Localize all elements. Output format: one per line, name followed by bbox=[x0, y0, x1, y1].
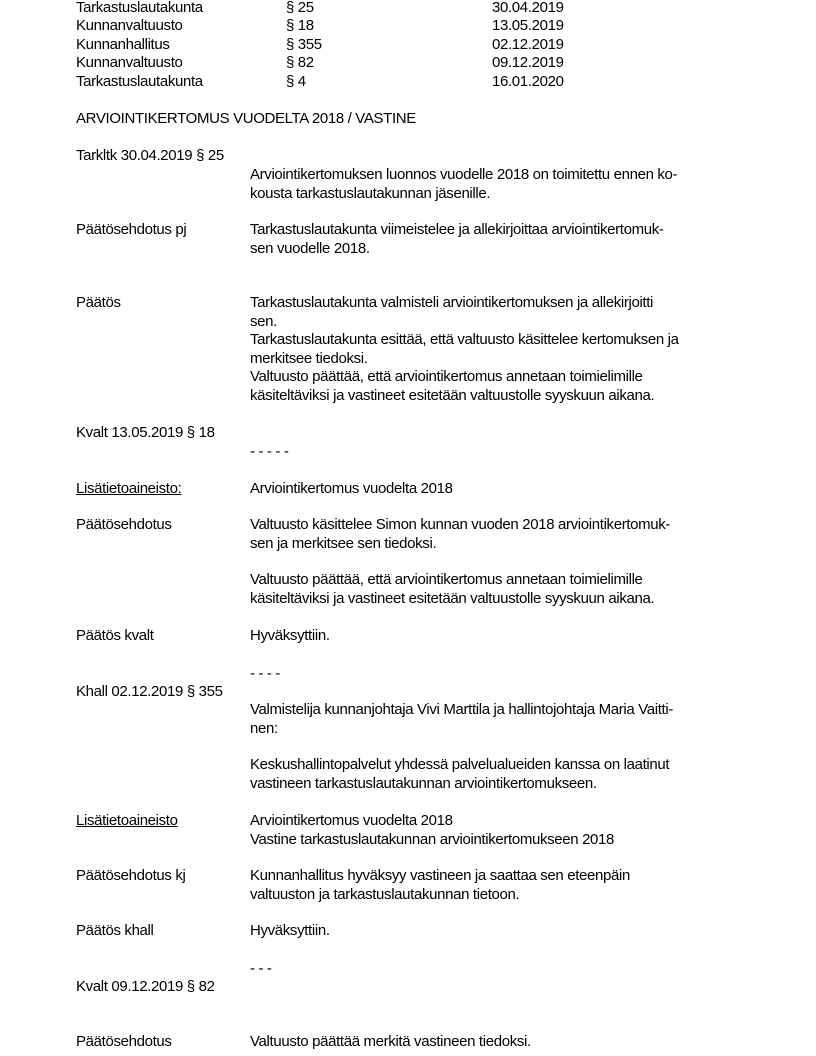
history-body: Kunnanvaltuusto bbox=[76, 17, 183, 34]
kvalt2-separator: - - - bbox=[250, 960, 272, 977]
kvalt1-proposal-para2 bbox=[250, 571, 654, 608]
khall-decision-label: Päätös khall bbox=[76, 922, 154, 939]
history-body: Tarkastuslautakunta bbox=[76, 73, 203, 90]
history-section: § 82 bbox=[286, 54, 314, 71]
text-line: vastineen tarkastuslautakunnan arviointikertomukseen. bbox=[250, 774, 597, 792]
tarkltk-proposal-label: Päätösehdotus pj bbox=[76, 221, 187, 238]
text-line: Valtuusto käsittelee Simon kunnan vuoden 2018 arviointikertomuk- bbox=[250, 516, 671, 533]
kvalt1-proposal-label: Päätösehdotus bbox=[76, 516, 172, 533]
text-line: Valtuusto päättää, että arviointikertomus annetaan toimielimille bbox=[250, 571, 643, 588]
text-line: sen vuodelle 2018. bbox=[250, 239, 370, 257]
kvalt2-proposal: Valtuusto päättää merkitä vastineen tiedoksi. bbox=[250, 1033, 531, 1050]
kvalt1-separator: - - - - - bbox=[250, 443, 289, 460]
history-date: 30.04.2019 bbox=[492, 0, 564, 16]
tarkltk-intro bbox=[250, 166, 677, 203]
text-line: valtuuston ja tarkastuslautakunnan tietoon. bbox=[250, 885, 520, 903]
text-line: nen: bbox=[250, 719, 278, 737]
text-line: Arviointikertomuksen luonnos vuodelle 2018 on toimitettu ennen ko- bbox=[250, 166, 678, 183]
text-line: sen ja merkitsee sen tiedoksi. bbox=[250, 534, 437, 552]
history-date: 02.12.2019 bbox=[492, 36, 564, 53]
text-line: sen. bbox=[250, 312, 277, 330]
tarkltk-decision bbox=[250, 294, 679, 405]
history-body: Kunnanhallitus bbox=[76, 36, 170, 53]
document-title: ARVIOINTIKERTOMUS VUODELTA 2018 / VASTINE bbox=[76, 110, 416, 127]
kvalt1-decision-label: Päätös kvalt bbox=[76, 627, 154, 644]
text-line: Tarkastuslautakunta viimeistelee ja allekirjoittaa arviointikertomuk- bbox=[250, 221, 664, 238]
text-line: Kunnanhallitus hyväksyy vastineen ja saattaa sen eteenpäin bbox=[250, 867, 630, 884]
tarkltk-heading: Tarkltk 30.04.2019 § 25 bbox=[76, 147, 224, 164]
history-section: § 355 bbox=[286, 36, 322, 53]
khall-attachments-label: Lisätietoaineisto bbox=[76, 812, 178, 829]
history-section: § 4 bbox=[286, 73, 306, 90]
kvalt2-heading: Kvalt 09.12.2019 § 82 bbox=[76, 978, 215, 995]
text-line: kousta tarkastuslautakunnan jäsenille. bbox=[250, 184, 491, 202]
khall-proposal bbox=[250, 867, 630, 904]
history-date: 09.12.2019 bbox=[492, 54, 564, 71]
text-line: Tarkastuslautakunta esittää, että valtuusto käsittelee kertomuksen ja bbox=[250, 331, 679, 348]
tarkltk-proposal bbox=[250, 221, 664, 258]
tarkltk-decision-label: Päätös bbox=[76, 294, 121, 311]
history-date: 16.01.2020 bbox=[492, 73, 564, 90]
khall-separator: - - - - bbox=[250, 665, 281, 682]
khall-attachments bbox=[250, 812, 614, 849]
text-line: merkitsee tiedoksi. bbox=[250, 349, 368, 367]
kvalt1-proposal-para1 bbox=[250, 516, 670, 553]
history-date: 13.05.2019 bbox=[492, 17, 564, 34]
history-body: Kunnanvaltuusto bbox=[76, 54, 183, 71]
kvalt1-heading: Kvalt 13.05.2019 § 18 bbox=[76, 424, 215, 441]
khall-decision: Hyväksyttiin. bbox=[250, 922, 330, 939]
history-body: Tarkastuslautakunta bbox=[76, 0, 203, 16]
khall-proposal-label: Päätösehdotus kj bbox=[76, 867, 186, 884]
history-section: § 25 bbox=[286, 0, 314, 16]
text-line: Keskushallintopalvelut yhdessä palvelualueiden kanssa on laatinut bbox=[250, 756, 670, 773]
kvalt2-proposal-label: Päätösehdotus bbox=[76, 1033, 172, 1050]
khall-intro bbox=[250, 756, 669, 793]
attachment-item: Vastine tarkastuslautakunnan arviointikertomukseen 2018 bbox=[250, 830, 615, 848]
text-line: käsiteltäviksi ja vastineet esitetään valtuustolle syyskuun aikana. bbox=[250, 589, 655, 607]
text-line: Valmistelija kunnanjohtaja Vivi Marttila ja hallintojohtaja Maria Vaitti- bbox=[250, 701, 674, 718]
attachment-item: Arviointikertomus vuodelta 2018 bbox=[250, 480, 453, 497]
text-line: Tarkastuslautakunta valmisteli arviointikertomuksen ja allekirjoitti bbox=[250, 294, 654, 311]
text-line: käsiteltäviksi ja vastineet esitetään valtuustolle syyskuun aikana. bbox=[250, 386, 655, 404]
kvalt1-attachments bbox=[250, 480, 453, 499]
khall-heading: Khall 02.12.2019 § 355 bbox=[76, 683, 223, 700]
text-line: Valtuusto päättää, että arviointikertomus annetaan toimielimille bbox=[250, 368, 643, 385]
khall-preparer bbox=[250, 701, 673, 738]
kvalt1-decision: Hyväksyttiin. bbox=[250, 627, 330, 644]
attachment-item: Arviointikertomus vuodelta 2018 bbox=[250, 812, 453, 829]
history-section: § 18 bbox=[286, 17, 314, 34]
kvalt1-attachments-label: Lisätietoaineisto: bbox=[76, 480, 182, 497]
